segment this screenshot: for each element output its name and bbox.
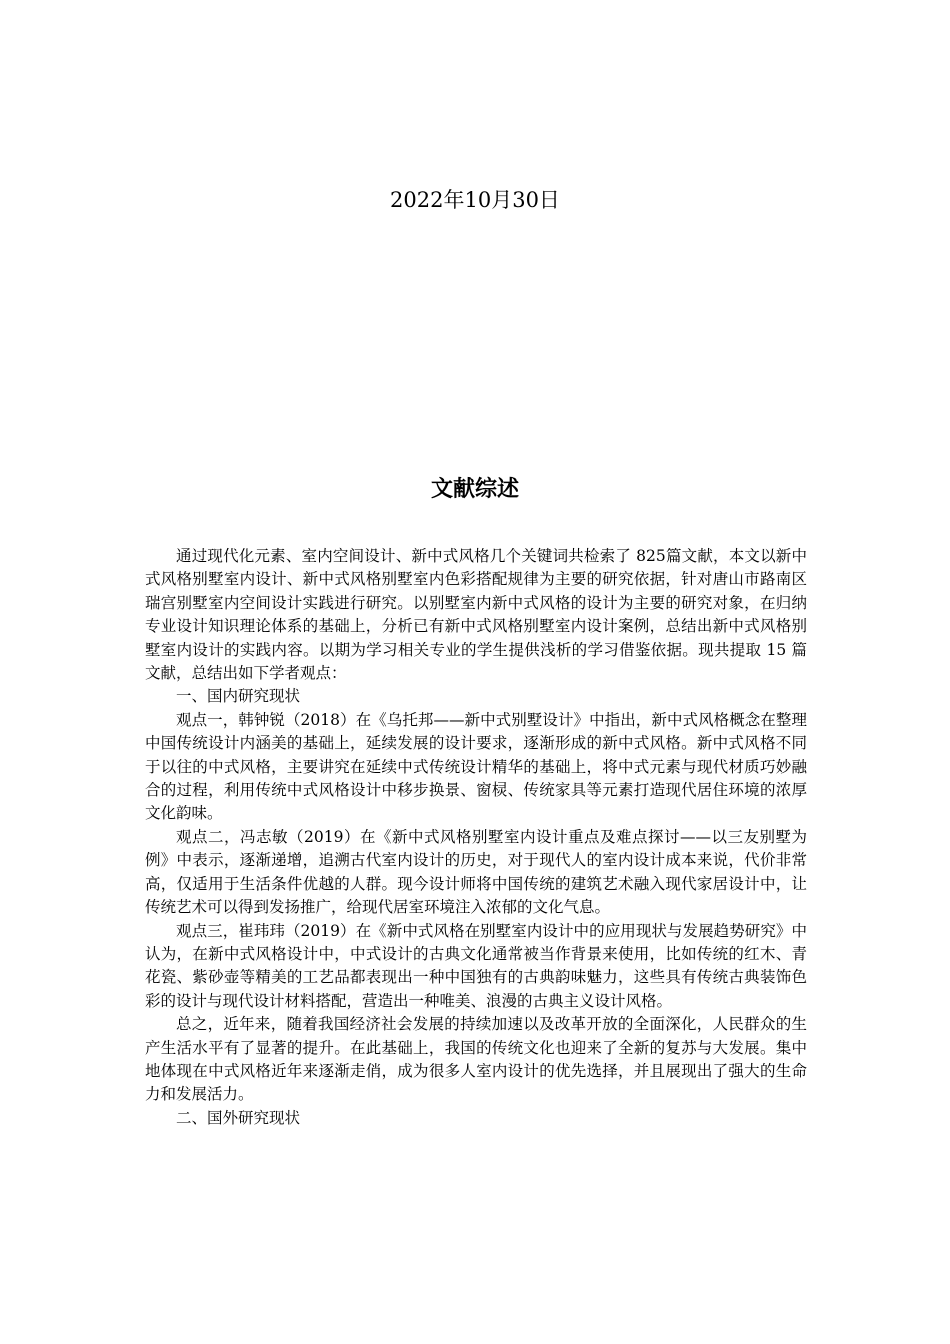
document-title: 文献综述 bbox=[430, 477, 519, 502]
paragraph-viewpoint-3: 观点三，崔玮玮（2019）在《新中式风格在别墅室内设计中的应用现状与发展趋势研究》中认为，在新中式风格设计中，中式设计的古典文化通常被当作背景来使用，比如传统的红木、青花瓷、紫砂壶等精美的工艺品都表现出一种中国独有的古典韵味魅力，这些具有传统古典装饰色彩的设计与现代设计材料搭配，营造出一种唯美、浪漫的古典主义设计风格。 bbox=[145, 921, 807, 1010]
section-heading-domestic: 一、国内研究现状 bbox=[176, 687, 301, 706]
document-body bbox=[145, 545, 807, 1130]
section-heading-foreign: 二、国外研究现状 bbox=[176, 1108, 301, 1127]
document-date: 2022年10月30日 bbox=[390, 188, 560, 212]
paragraph-viewpoint-1: 观点一，韩钟锐（2018）在《乌托邦——新中式别墅设计》中指出，新中式风格概念在整理中国传统设计内涵美的基础上，延续发展的设计要求，逐渐形成的新中式风格。新中式风格不同于以往的中式风格，主要讲究在延续中式传统设计精华的基础上，将中式元素与现代材质巧妙融合的过程，利用传统中式风格设计中移步换景、窗棂、传统家具等元素打造现代居住环境的浓厚文化韵味。 bbox=[145, 710, 807, 823]
paragraph-intro: 通过现代化元素、室内空间设计、新中式风格几个关键词共检索了 825篇文献，本文以新中式风格别墅室内设计、新中式风格别墅室内色彩搭配规律为主要的研究依据，针对唐山市路南区瑞宫别墅室内空间设计实践进行研究。以别墅室内新中式风格的设计为主要的研究对象，在归纳专业设计知识理论体系的基础上，分析已有新中式风格别墅室内设计案例，总结出新中式风格别墅室内设计的实践内容。以期为学习相关专业的学生提供浅析的学习借鉴依据。现共提取 15 篇文献，总结出如下学者观点： bbox=[145, 547, 807, 683]
paragraph-viewpoint-2: 观点二，冯志敏（2019）在《新中式风格别墅室内设计重点及难点探讨——以三友别墅为例》中表示，逐渐递增，追溯古代室内设计的历史，对于现代人的室内设计成本来说，代价非常高，仅适用于生活条件优越的人群。现今设计师将中国传统的建筑艺术融入现代家居设计中，让传统艺术可以得到发扬推广，给现代居室环境注入浓郁的文化气息。 bbox=[145, 827, 807, 917]
paragraph-summary: 总之，近年来，随着我国经济社会发展的持续加速以及改革开放的全面深化，人民群众的生产生活水平有了显著的提升。在此基础上，我国的传统文化也迎来了全新的复苏与大发展。集中地体现在中式风格近年来逐渐走俏，成为很多人室内设计的优先选择，并且展现出了强大的生命力和发展活力。 bbox=[145, 1015, 807, 1104]
